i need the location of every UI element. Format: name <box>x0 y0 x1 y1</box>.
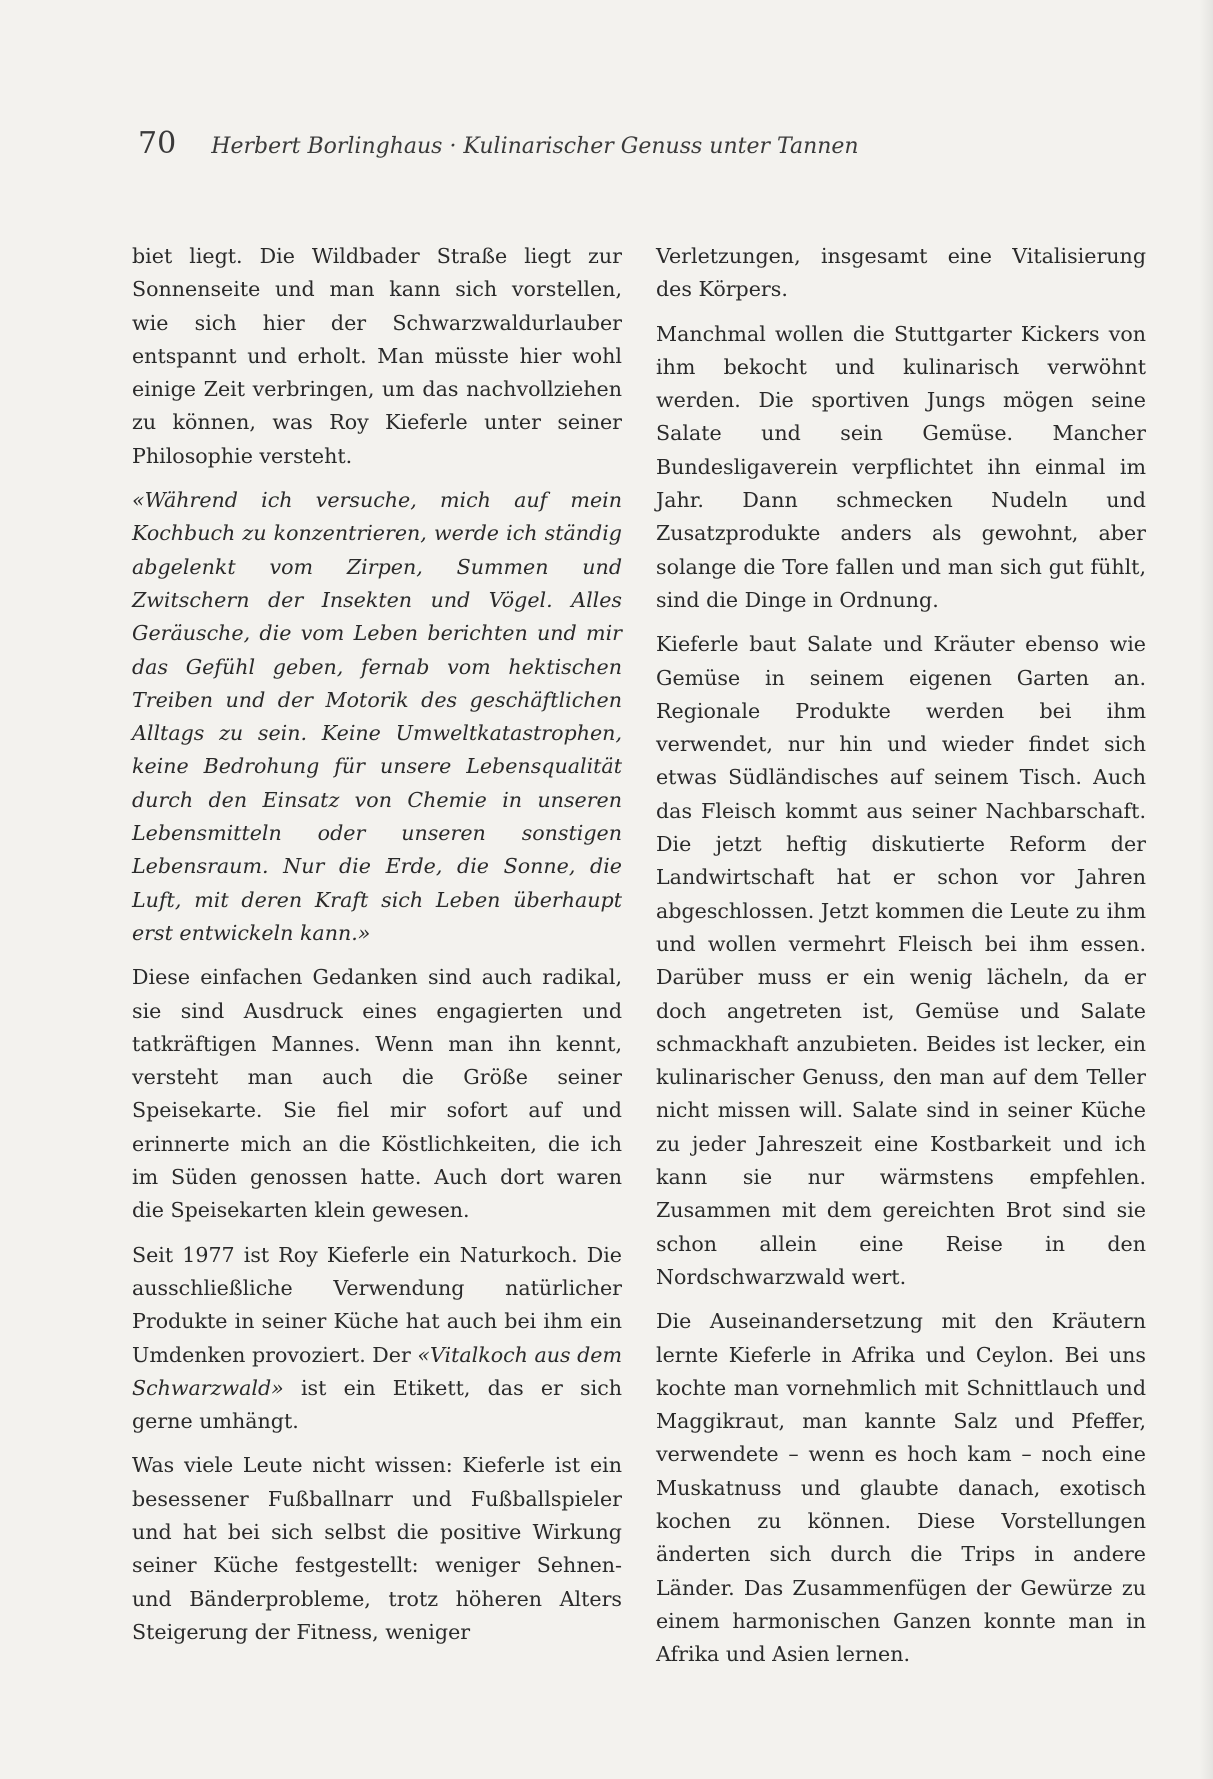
running-header <box>138 126 1038 166</box>
left-column <box>132 240 622 1649</box>
right-column <box>656 240 1146 1671</box>
paragraph: Was viele Leute nicht wissen: Kieferle ist ein besessener Fußballnarr und Fußballspieler und hat bei sich selbst die positive Wirkung seiner Küche festgestellt: weniger Sehnen- und Bänderprobleme, trotz höheren Alters Steigerung der Fitness, weniger <box>132 1453 622 1644</box>
paragraph: Die Auseinandersetzung mit den Kräutern lernte Kieferle in Afrika und Ceylon. Bei uns kochte man vornehmlich mit Schnittlauch und Maggikraut, man kannte Salz und Pfeffer, verwendete – wenn es hoch kam – noch eine Muskatnuss und glaubte danach, exotisch kochen zu können. Diese Vorstellungen änderten sich durch die Trips in andere Länder. Das Zusammenfügen der Gewürze zu einem harmonischen Ganzen konnte man in Afrika und Asien lernen. <box>656 1309 1146 1667</box>
paragraph: Verletzungen, insgesamt eine Vitalisierung des Körpers. <box>656 244 1146 302</box>
italic-label: «Vitalkoch aus dem Schwarzwald» <box>132 1342 623 1400</box>
page-edge-shadow <box>1199 0 1213 1779</box>
paragraph <box>132 1239 622 1439</box>
paragraph: Diese einfachen Gedanken sind auch radikal, sie sind Ausdruck eines engagierten und tatkräftigen Mannes. Wenn man ihn kennt, versteht man auch die Größe seiner Speisekarte. Sie fiel mir sofort auf und erinnerte mich an die Köstlichkeiten, die ich im Süden genossen hatte. Auch dort waren die Speisekarten klein gewesen. <box>132 965 622 1223</box>
page-number: 70 <box>138 126 177 161</box>
running-head-title: Herbert Borlinghaus · Kulinarischer Genuss unter Tannen <box>211 134 859 159</box>
paragraph: Manchmal wollen die Stuttgarter Kickers von ihm bekocht und kulinarisch verwöhnt werden. Die sportiven Jungs mögen seine Salate und sein Gemüse. Mancher Bundesligaverein verpflichtet ihn einmal im Jahr. Dann schmecken Nudeln und Zusatzprodukte anders als gewohnt, aber solange die Tore fallen und man sich gut fühlt, sind die Dinge in Ordnung. <box>656 321 1146 612</box>
paragraph-text: ist ein Etikett, das er sich gerne umhängt. <box>132 1375 622 1434</box>
paragraph-text: Seit 1977 ist Roy Kieferle ein Naturkoch. Die ausschließliche Verwendung natürlicher Produkte in seiner Küche hat auch bei ihm ein Umdenken provoziert. Der <box>132 1242 622 1367</box>
paragraph: biet liegt. Die Wildbader Straße liegt zur Sonnenseite und man kann sich vorstellen, wie sich hier der Schwarzwaldurlauber entspannt und erholt. Man müsste hier wohl einige Zeit verbringen, um das nachvollziehen zu können, was Roy Kieferle unter seiner Philosophie versteht. <box>132 244 622 468</box>
paragraph: Kieferle baut Salate und Kräuter ebenso wie Gemüse in seinem eigenen Garten an. Regionale Produkte werden bei ihm verwendet, nur hin und wieder findet sich etwas Südländisches auf seinem Tisch. Auch das Fleisch kommt aus seiner Nachbarschaft. Die jetzt heftig diskutierte Reform der Landwirtschaft hat er schon vor Jahren abgeschlossen. Jetzt kommen die Leute zu ihm und wollen vermehrt Fleisch bei ihm essen. Darüber muss er ein wenig lächeln, da er doch angetreten ist, Gemüse und Salate schmackhaft anzubieten. Beides ist lecker, ein kulinarischer Genuss, den man auf dem Teller nicht missen will. Salate sind in seiner Küche zu jeder Jahreszeit eine Kostbarkeit und ich kann sie nur wärmstens empfehlen. Zusammen mit dem gereichten Brot sind sie schon allein eine Reise in den Nordschwarzwald wert. <box>656 632 1146 1289</box>
quote-paragraph: «Während ich versuche, mich auf mein Kochbuch zu konzentrieren, werde ich ständig abgelenkt vom Zirpen, Summen und Zwitschern der Insekten und Vögel. Alles Geräusche, die vom Leben berichten und mir das Gefühl geben, fernab vom hektischen Treiben und der Motorik des geschäftlichen Alltags zu sein. Keine Umweltkatastrophen, keine Bedrohung für unsere Lebensqualität durch den Einsatz von Chemie in unseren Lebensmitteln oder unseren sonstigen Lebensraum. Nur die Erde, die Sonne, die Luft, mit deren Kraft sich Leben überhaupt erst entwickeln kann.» <box>132 488 622 945</box>
